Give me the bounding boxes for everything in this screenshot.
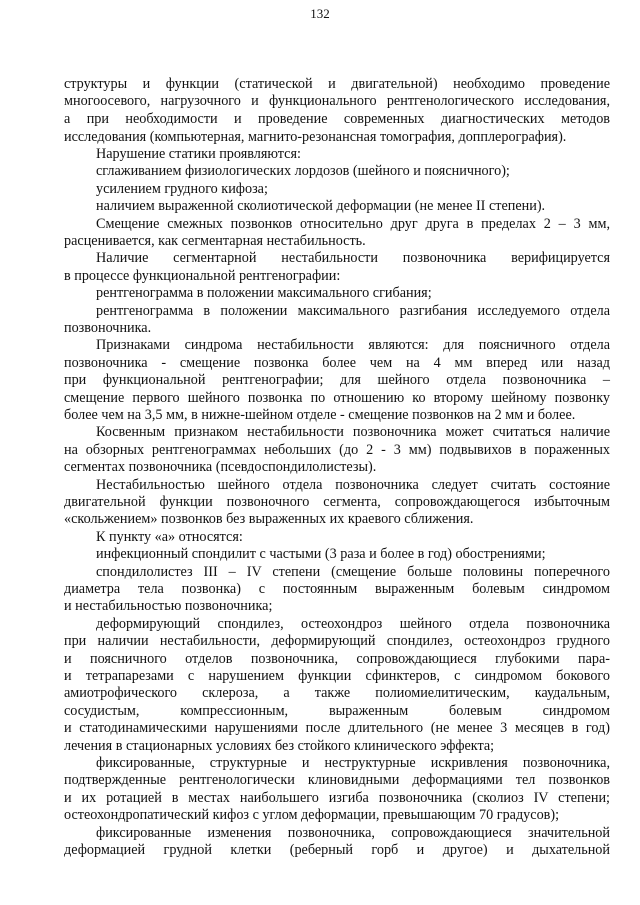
text-line: позвоночника.: [64, 320, 152, 336]
text-line: смещение первого шейного позвонка по отношению ко второму шейному позвонку: [64, 390, 610, 406]
text-line: фиксированные изменения позвоночника, сопровождающиеся значительной: [96, 825, 610, 841]
text-line: расценивается, как сегментарная нестабильность.: [64, 233, 366, 249]
page-number: 132: [310, 6, 330, 21]
text-line: а при необходимости и проведение современных диагностических методов: [64, 111, 610, 127]
text-line: усилением грудного кифоза;: [96, 181, 268, 197]
text-line: спондилолистез III – IV степени (смещение больше половины поперечного: [96, 564, 610, 580]
text-line: и нестабильностью позвоночника;: [64, 598, 273, 614]
text-line: лечения в стационарных условиях без стойкого клинического эффекта;: [64, 738, 495, 754]
text-line: «скольжением» позвонков без выраженных их краевого сближения.: [64, 511, 474, 527]
text-line: инфекционный спондилит с частыми (3 раза и более в год) обострениями;: [96, 546, 546, 562]
text-line: рентгенограмма в положении максимального сгибания;: [96, 285, 432, 301]
text-line: многоосевого, нагрузочного и функционального рентгенологического исследования,: [64, 93, 610, 109]
text-line: фиксированные, структурные и неструктурные искривления позвоночника,: [96, 755, 610, 771]
text-line: деформирующий спондилез, остеохондроз шейного отдела позвоночника: [96, 616, 610, 632]
text-line: Нестабильностью шейного отдела позвоночника следует считать состояние: [96, 477, 610, 493]
text-line: и их ротацией в местах наибольшего изгиба позвоночника (сколиоз IV степени;: [64, 790, 610, 806]
text-line: наличием выраженной сколиотической деформации (не менее II степени).: [96, 198, 546, 214]
text-line: при функциональной рентгенографии; для шейного отдела позвоночника –: [64, 372, 610, 388]
text-line: сегментах позвоночника (псевдоспондилолистезы).: [64, 459, 377, 475]
text-line: остеохондропатический кифоз с углом деформации, превышающим 70 градусов);: [64, 807, 560, 823]
text-line: подтвержденные рентгенологически клиновидными деформациями тел позвонков: [64, 772, 610, 788]
text-line: исследования (компьютерная, магнито-резонансная томография, допплерография).: [64, 129, 567, 145]
text-line: на обзорных рентгенограммах небольших (до 2 - 3 мм) подвывихов в пораженных: [64, 442, 610, 458]
text-line: структуры и функции (статической и двигательной) необходимо проведение: [64, 76, 610, 92]
text-line: деформацией грудной клетки (реберный горб и другое) и дыхательной: [64, 842, 610, 858]
text-line: Признаками синдрома нестабильности являются: для поясничного отдела: [96, 337, 610, 353]
text-line: и статодинамическими нарушениями после длительного (не менее 3 месяцев в год): [64, 720, 610, 736]
text-line: сглаживанием физиологических лордозов (шейного и поясничного);: [96, 163, 510, 179]
text-line: двигательной функции позвоночного сегмента, сопровождающегося избыточным: [64, 494, 610, 510]
text-line: Косвенным признаком нестабильности позвоночника может считаться наличие: [96, 424, 610, 440]
text-line: в процессе функциональной рентгенографии:: [64, 268, 341, 284]
text-line: и поясничного отделов позвоночника, сопровождающиеся глубокими пара-: [64, 651, 610, 667]
text-line: более чем на 3,5 мм, в нижне-шейном отделе - смещение позвонков на 2 мм и более.: [64, 407, 576, 423]
text-line: амиотрофического склероза, а также полиомиелитическим, каудальным,: [64, 685, 610, 701]
text-line: Смещение смежных позвонков относительно друг друга в пределах 2 – 3 мм,: [96, 216, 610, 232]
text-line: Нарушение статики проявляются:: [96, 146, 301, 162]
text-line: и тетрапарезами с нарушением функции сфинктеров, с синдромом бокового: [64, 668, 610, 684]
text-line: при наличии нестабильности, деформирующий спондилез, остеохондроз грудного: [64, 633, 610, 649]
text-line: К пункту «а» относятся:: [96, 529, 243, 545]
text-line: диаметра тела позвонка) с постоянным выраженным болевым синдромом: [64, 581, 610, 597]
text-line: Наличие сегментарной нестабильности позвоночника верифицируется: [96, 250, 610, 266]
text-line: позвоночника - смещение позвонка более чем на 4 мм вперед или назад: [64, 355, 610, 371]
text-line: сосудистым, компрессионным, выраженным болевым синдромом: [64, 703, 610, 719]
text-line: рентгенограмма в положении максимального разгибания исследуемого отдела: [96, 303, 610, 319]
